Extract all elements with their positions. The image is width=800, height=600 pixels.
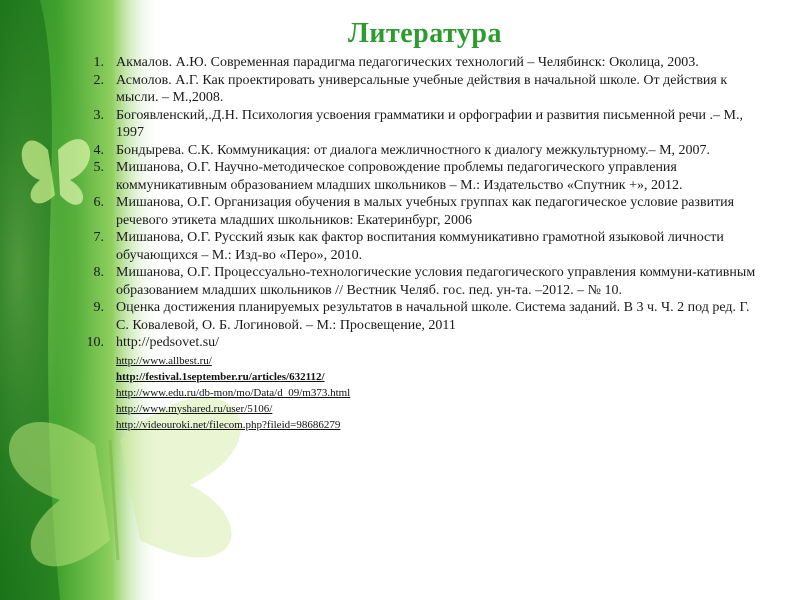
list-item: [70, 72, 760, 107]
reference-text: Асмолов. А.Г. Как проектировать универсальные учебные действия в начальной школе. От действия к мысли. – М.,2008.: [116, 72, 728, 105]
list-item: [70, 54, 760, 72]
link-myshared[interactable]: http://www.myshared.ru/user/5106/: [116, 402, 273, 415]
reference-text: Оценка достижения планируемых результатов в начальной школе. Система заданий. В 3 ч. Ч. 2 под ред. Г. С. Ковалевой, О. Б. Логиновой. – М.: Просвещение, 2011: [116, 300, 750, 333]
reference-list: [70, 54, 760, 352]
reference-text: Мишанова, О.Г. Научно-методическое сопровождение проблемы педагогического управления коммуникативным образованием младших школьников – М.: Издательство «Спутник +», 2012.: [116, 160, 683, 193]
item-number: 1.: [93, 55, 104, 70]
web-links: [70, 353, 760, 433]
reference-link[interactable]: http://pedsovet.su/: [116, 335, 220, 350]
reference-text: Бондырева. С.К. Коммуникация: от диалога межличностного к диалогу межкультурному.– М, 2007.: [116, 142, 711, 158]
item-number: 2.: [93, 72, 104, 88]
item-number: 6.: [93, 195, 104, 210]
reference-text: Мишанова, О.Г. Организация обучения в малых учебных группах как педагогическое условие развития речевого этикета младших школьников: Екатеринбург, 2006: [116, 195, 735, 228]
item-number: 10.: [86, 335, 104, 350]
list-item: [70, 229, 760, 264]
item-number: 9.: [93, 300, 104, 315]
item-number: 3.: [93, 107, 104, 123]
page-title: Литература: [348, 18, 502, 49]
literature-slide: [70, 18, 760, 433]
list-item: [70, 159, 760, 194]
list-item: [70, 334, 760, 352]
link-edu[interactable]: http://www.edu.ru/db-mon/mo/Data/d_09/m373.html: [116, 386, 351, 399]
reference-text: Мишанова, О.Г. Русский язык как фактор воспитания коммуникативно грамотной языковой личности обучающихся – М.: Изд-во «Перо», 2010.: [116, 230, 724, 263]
reference-text: Богоявленский,.Д.Н. Психология усвоения грамматики и орфографии и развития письменной речи .– М., 1997: [116, 107, 743, 140]
list-item: [70, 194, 760, 229]
link-festival[interactable]: http://festival.1september.ru/articles/632112/: [116, 370, 325, 383]
link-allbest[interactable]: http://www.allbest.ru/: [116, 354, 212, 367]
item-number: 5.: [93, 160, 104, 175]
item-number: 8.: [93, 265, 104, 280]
link-videouroki[interactable]: http://videouroki.net/filecom.php?fileid=98686279: [116, 418, 341, 431]
list-item: [70, 299, 760, 334]
item-number: 4.: [93, 142, 104, 158]
reference-text: Акмалов. А.Ю. Современная парадигма педагогических технологий – Челябинск: Околица, 2003.: [116, 55, 699, 70]
list-item: [70, 264, 760, 299]
list-item: [70, 142, 760, 160]
reference-text: Мишанова, О.Г. Процессуально-технологические условия педагогического управления коммуни-кативным образованием младших школьников // Вестник Челяб. гос. пед. ун-та. –2012. – № 10.: [116, 265, 756, 298]
item-number: 7.: [93, 230, 104, 245]
list-item: [70, 107, 760, 142]
